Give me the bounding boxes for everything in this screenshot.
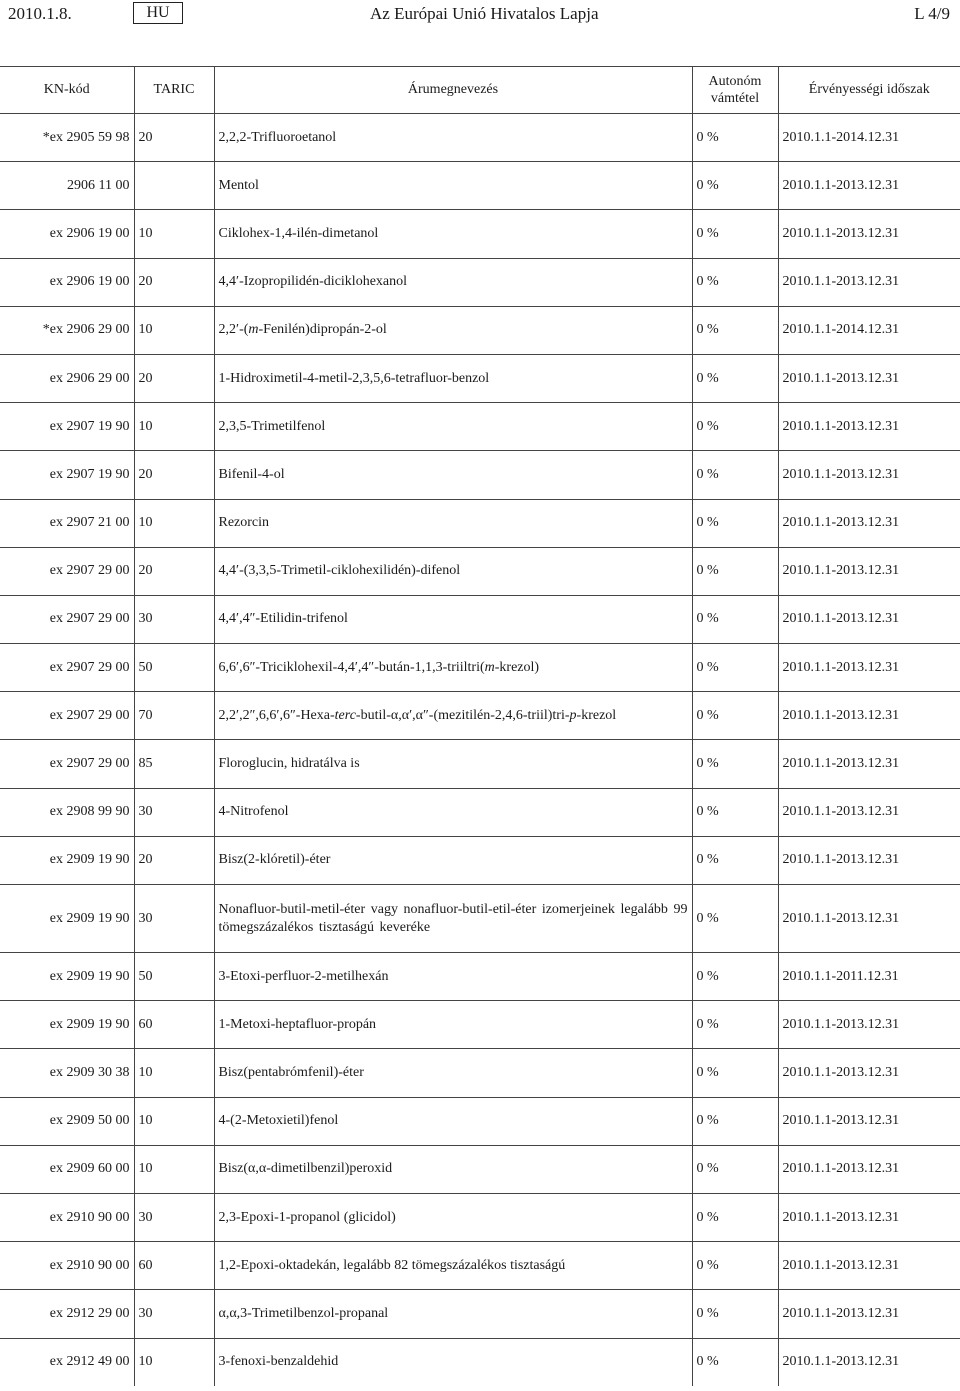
kn-code-cell: ex 2909 19 90 xyxy=(0,1001,134,1049)
taric-cell xyxy=(134,162,214,210)
kn-code-cell: *ex 2905 59 98 xyxy=(0,114,134,162)
table-row xyxy=(0,210,960,258)
description-cell: 2,3-Epoxi-1-propanol (glicidol) xyxy=(214,1193,692,1241)
period-cell: 2010.1.1-2013.12.31 xyxy=(778,403,960,451)
rate-cell: 0 % xyxy=(692,740,778,788)
period-cell: 2010.1.1-2014.12.31 xyxy=(778,114,960,162)
rate-cell: 0 % xyxy=(692,692,778,740)
description-italic-text: p xyxy=(569,707,577,723)
kn-code-cell: ex 2909 19 90 xyxy=(0,885,134,953)
table-row xyxy=(0,354,960,402)
taric-cell: 30 xyxy=(134,595,214,643)
table-row xyxy=(0,162,960,210)
taric-cell: 70 xyxy=(134,692,214,740)
rate-cell: 0 % xyxy=(692,885,778,953)
period-cell: 2010.1.1-2013.12.31 xyxy=(778,644,960,692)
taric-cell: 20 xyxy=(134,547,214,595)
taric-cell: 60 xyxy=(134,1001,214,1049)
description-text: -krezol xyxy=(576,707,617,723)
kn-code-cell: ex 2909 19 90 xyxy=(0,836,134,884)
rate-cell: 0 % xyxy=(692,788,778,836)
column-header-autonomous-rate xyxy=(692,66,778,114)
period-cell: 2010.1.1-2013.12.31 xyxy=(778,836,960,884)
description-cell: Bisz(2-klóretil)-éter xyxy=(214,836,692,884)
period-cell: 2010.1.1-2013.12.31 xyxy=(778,499,960,547)
description-cell: Bisz(pentabrómfenil)-éter xyxy=(214,1049,692,1097)
table-row xyxy=(0,403,960,451)
column-header-validity-period: Érvényességi időszak xyxy=(778,66,960,114)
description-cell: 4,4′-Izopropilidén-diciklohexanol xyxy=(214,258,692,306)
description-cell: 4,4′-(3,3,5-Trimetil-ciklohexilidén)-difenol xyxy=(214,547,692,595)
period-cell: 2010.1.1-2013.12.31 xyxy=(778,1049,960,1097)
taric-cell: 85 xyxy=(134,740,214,788)
taric-cell: 60 xyxy=(134,1242,214,1290)
rate-cell: 0 % xyxy=(692,354,778,402)
period-cell: 2010.1.1-2013.12.31 xyxy=(778,1097,960,1145)
description-cell: Rezorcin xyxy=(214,499,692,547)
tariff-table xyxy=(0,66,960,1386)
taric-cell: 10 xyxy=(134,1049,214,1097)
description-text: 6,6′,6″-Triciklohexil-4,4′,4″-bután-1,1,3-triiltri( xyxy=(218,659,485,675)
taric-cell: 20 xyxy=(134,114,214,162)
table-row xyxy=(0,547,960,595)
period-cell: 2010.1.1-2013.12.31 xyxy=(778,210,960,258)
table-row xyxy=(0,953,960,1001)
taric-cell: 30 xyxy=(134,788,214,836)
table-row xyxy=(0,1001,960,1049)
taric-cell: 10 xyxy=(134,1097,214,1145)
taric-cell: 50 xyxy=(134,644,214,692)
kn-code-cell: ex 2906 19 00 xyxy=(0,210,134,258)
description-text: 2,2′-( xyxy=(218,322,249,338)
taric-cell: 10 xyxy=(134,1338,214,1386)
description-cell: 4,4′,4″-Etilidin-trifenol xyxy=(214,595,692,643)
period-cell: 2010.1.1-2013.12.31 xyxy=(778,1290,960,1338)
kn-code-cell: ex 2909 19 90 xyxy=(0,953,134,1001)
kn-code-cell: ex 2907 29 00 xyxy=(0,595,134,643)
period-cell: 2010.1.1-2013.12.31 xyxy=(778,162,960,210)
rate-cell: 0 % xyxy=(692,1049,778,1097)
column-header-kn-code: KN-kód xyxy=(0,66,134,114)
table-row xyxy=(0,740,960,788)
table-row xyxy=(0,836,960,884)
taric-cell: 20 xyxy=(134,354,214,402)
period-cell: 2010.1.1-2013.12.31 xyxy=(778,692,960,740)
taric-cell: 30 xyxy=(134,1290,214,1338)
taric-cell: 20 xyxy=(134,451,214,499)
description-cell: Bisz(α,α-dimetilbenzil)peroxid xyxy=(214,1145,692,1193)
table-row xyxy=(0,451,960,499)
description-cell: 4-(2-Metoxietil)fenol xyxy=(214,1097,692,1145)
taric-cell: 50 xyxy=(134,953,214,1001)
table-row xyxy=(0,1338,960,1386)
page-header xyxy=(0,0,960,30)
period-cell: 2010.1.1-2013.12.31 xyxy=(778,1242,960,1290)
table-row xyxy=(0,692,960,740)
description-cell: 4-Nitrofenol xyxy=(214,788,692,836)
kn-code-cell: ex 2907 29 00 xyxy=(0,692,134,740)
kn-code-cell: ex 2908 99 90 xyxy=(0,788,134,836)
description-cell xyxy=(214,692,692,740)
rate-cell: 0 % xyxy=(692,499,778,547)
table-row xyxy=(0,1242,960,1290)
rate-cell: 0 % xyxy=(692,162,778,210)
period-cell: 2010.1.1-2013.12.31 xyxy=(778,547,960,595)
kn-code-cell: ex 2906 29 00 xyxy=(0,354,134,402)
rate-cell: 0 % xyxy=(692,451,778,499)
rate-cell: 0 % xyxy=(692,1193,778,1241)
description-italic-text: m xyxy=(484,659,495,675)
rate-cell: 0 % xyxy=(692,644,778,692)
description-cell: Ciklohex-1,4-ilén-dimetanol xyxy=(214,210,692,258)
journal-title: Az Európai Unió Hivatalos Lapja xyxy=(370,4,599,23)
column-header-taric: TARIC xyxy=(134,66,214,114)
description-cell: 3-fenoxi-benzaldehid xyxy=(214,1338,692,1386)
kn-code-cell: ex 2907 21 00 xyxy=(0,499,134,547)
description-cell xyxy=(214,306,692,354)
rate-cell: 0 % xyxy=(692,1290,778,1338)
description-cell: 1-Hidroximetil-4-metil-2,3,5,6-tetrafluor-benzol xyxy=(214,354,692,402)
period-cell: 2010.1.1-2013.12.31 xyxy=(778,885,960,953)
kn-code-cell: ex 2907 19 90 xyxy=(0,403,134,451)
table-row xyxy=(0,595,960,643)
rate-cell: 0 % xyxy=(692,1242,778,1290)
kn-code-cell: ex 2910 90 00 xyxy=(0,1193,134,1241)
column-header-autonomous-rate-line1: Autonóm xyxy=(708,73,762,89)
taric-cell: 10 xyxy=(134,1145,214,1193)
rate-cell: 0 % xyxy=(692,1001,778,1049)
rate-cell: 0 % xyxy=(692,547,778,595)
period-cell: 2010.1.1-2013.12.31 xyxy=(778,1001,960,1049)
description-cell: 2,2,2-Trifluoroetanol xyxy=(214,114,692,162)
rate-cell: 0 % xyxy=(692,836,778,884)
description-cell xyxy=(214,644,692,692)
rate-cell: 0 % xyxy=(692,1145,778,1193)
rate-cell: 0 % xyxy=(692,306,778,354)
rate-cell: 0 % xyxy=(692,595,778,643)
publication-date: 2010.1.8. xyxy=(8,4,72,23)
description-cell: Nonafluor-butil-metil-éter vagy nonafluor-butil-etil-éter izomerjeinek legalább 99 tömegszázalékos tisztaságú keveréke xyxy=(214,885,692,953)
table-header-row xyxy=(0,66,960,114)
rate-cell: 0 % xyxy=(692,114,778,162)
language-code-box: HU xyxy=(133,2,183,24)
taric-cell: 20 xyxy=(134,836,214,884)
table-row xyxy=(0,1097,960,1145)
table-row xyxy=(0,499,960,547)
description-text: 2,2′,2″,6,6′,6″-Hexa- xyxy=(218,707,335,723)
period-cell: 2010.1.1-2013.12.31 xyxy=(778,1193,960,1241)
table-row xyxy=(0,644,960,692)
description-cell: Mentol xyxy=(214,162,692,210)
period-cell: 2010.1.1-2013.12.31 xyxy=(778,740,960,788)
rate-cell: 0 % xyxy=(692,210,778,258)
kn-code-cell: ex 2910 90 00 xyxy=(0,1242,134,1290)
taric-cell: 20 xyxy=(134,258,214,306)
period-cell: 2010.1.1-2013.12.31 xyxy=(778,1338,960,1386)
table-row xyxy=(0,1049,960,1097)
page-reference: L 4/9 xyxy=(914,4,950,23)
period-cell: 2010.1.1-2011.12.31 xyxy=(778,953,960,1001)
table-row xyxy=(0,1290,960,1338)
kn-code-cell: ex 2909 50 00 xyxy=(0,1097,134,1145)
description-cell: 3-Etoxi-perfluor-2-metilhexán xyxy=(214,953,692,1001)
table-row xyxy=(0,1145,960,1193)
table-row xyxy=(0,306,960,354)
description-cell: α,α,3-Trimetilbenzol-propanal xyxy=(214,1290,692,1338)
rate-cell: 0 % xyxy=(692,258,778,306)
description-text: -butil-α,α′,α″-(mezitilén-2,4,6-triil)tri- xyxy=(355,707,570,723)
period-cell: 2010.1.1-2013.12.31 xyxy=(778,258,960,306)
period-cell: 2010.1.1-2013.12.31 xyxy=(778,788,960,836)
kn-code-cell: *ex 2906 29 00 xyxy=(0,306,134,354)
description-text: -Fenilén)dipropán-2-ol xyxy=(258,322,387,338)
period-cell: 2010.1.1-2013.12.31 xyxy=(778,451,960,499)
period-cell: 2010.1.1-2013.12.31 xyxy=(778,354,960,402)
column-header-autonomous-rate-line2: vámtétel xyxy=(710,90,760,106)
rate-cell: 0 % xyxy=(692,1338,778,1386)
description-cell: 2,3,5-Trimetilfenol xyxy=(214,403,692,451)
description-cell: Floroglucin, hidratálva is xyxy=(214,740,692,788)
taric-cell: 30 xyxy=(134,885,214,953)
period-cell: 2010.1.1-2013.12.31 xyxy=(778,1145,960,1193)
kn-code-cell: ex 2912 29 00 xyxy=(0,1290,134,1338)
kn-code-cell: ex 2906 19 00 xyxy=(0,258,134,306)
description-cell: Bifenil-4-ol xyxy=(214,451,692,499)
table-row xyxy=(0,1193,960,1241)
description-cell: 1-Metoxi-heptafluor-propán xyxy=(214,1001,692,1049)
kn-code-cell: ex 2907 29 00 xyxy=(0,547,134,595)
table-row xyxy=(0,258,960,306)
description-text: -krezol) xyxy=(494,659,540,675)
kn-code-cell: ex 2907 29 00 xyxy=(0,644,134,692)
taric-cell: 10 xyxy=(134,499,214,547)
column-header-description: Árumegnevezés xyxy=(214,66,692,114)
kn-code-cell: ex 2909 60 00 xyxy=(0,1145,134,1193)
description-italic-text: terc xyxy=(334,707,356,723)
table-row xyxy=(0,788,960,836)
period-cell: 2010.1.1-2014.12.31 xyxy=(778,306,960,354)
rate-cell: 0 % xyxy=(692,403,778,451)
kn-code-cell: ex 2909 30 38 xyxy=(0,1049,134,1097)
taric-cell: 10 xyxy=(134,403,214,451)
table-row xyxy=(0,885,960,953)
taric-cell: 30 xyxy=(134,1193,214,1241)
period-cell: 2010.1.1-2013.12.31 xyxy=(778,595,960,643)
rate-cell: 0 % xyxy=(692,953,778,1001)
taric-cell: 10 xyxy=(134,210,214,258)
kn-code-cell: 2906 11 00 xyxy=(0,162,134,210)
rate-cell: 0 % xyxy=(692,1097,778,1145)
description-cell: 1,2-Epoxi-oktadekán, legalább 82 tömegszázalékos tisztaságú xyxy=(214,1242,692,1290)
table-row xyxy=(0,114,960,162)
taric-cell: 10 xyxy=(134,306,214,354)
kn-code-cell: ex 2907 29 00 xyxy=(0,740,134,788)
kn-code-cell: ex 2912 49 00 xyxy=(49,1354,130,1370)
kn-code-cell: ex 2907 19 90 xyxy=(0,451,134,499)
description-italic-text: m xyxy=(248,322,259,338)
